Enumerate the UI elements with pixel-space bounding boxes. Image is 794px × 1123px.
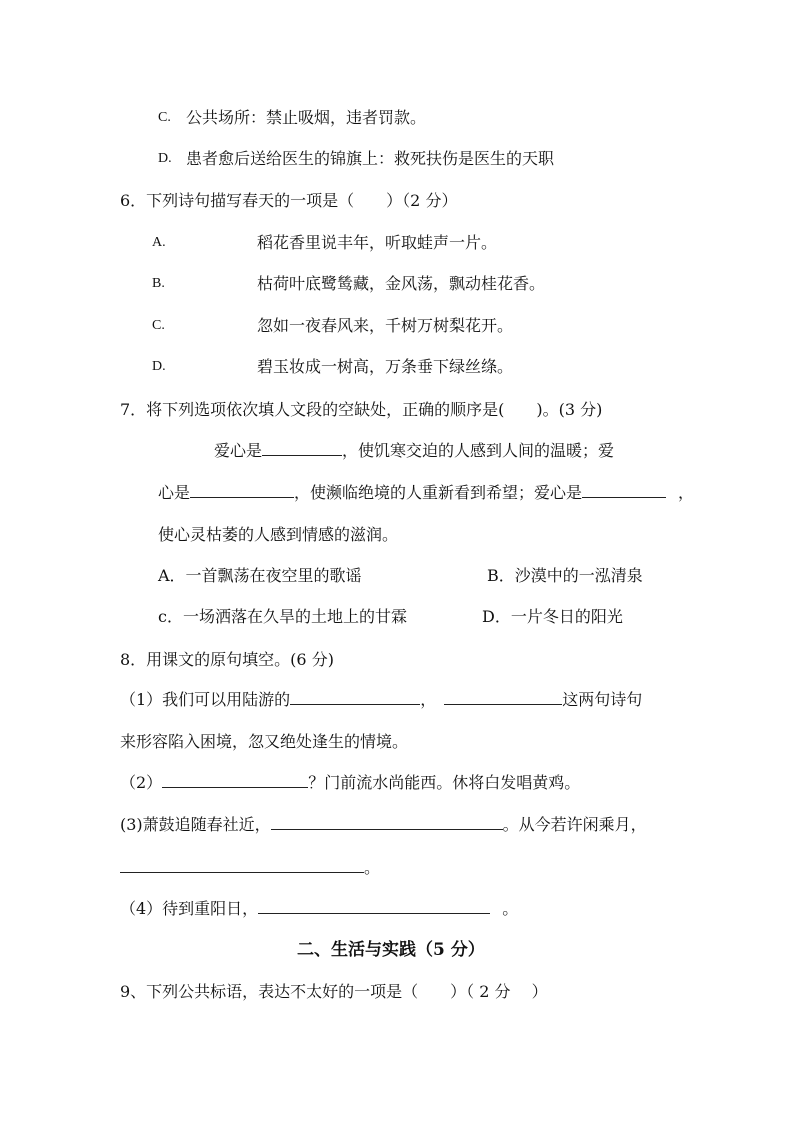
q7-option-d: D．一片冬日的阳光 <box>482 607 623 626</box>
q8-item-text: （4）待到重阳日， <box>120 899 259 918</box>
q7-passage-text: 心是 <box>158 483 191 502</box>
q8-item-1 <box>120 690 642 710</box>
q8-blank-2[interactable] <box>444 690 562 705</box>
q8-item-3 <box>120 815 647 835</box>
q7-option-b: B．沙漠中的一泓清泉 <box>487 566 643 585</box>
q6-option-b-letter: B. <box>152 276 165 291</box>
q6-option-a-letter: A. <box>152 235 166 250</box>
q8-item-text: (3)萧鼓追随春社近， <box>120 815 271 834</box>
q8-item-text: 。 <box>502 899 519 918</box>
q6-option-c-text: 忽如一夜春风来，千树万树梨花开。 <box>257 316 514 335</box>
q8-blank-5[interactable] <box>120 858 364 873</box>
q7-passage-line-2 <box>158 483 694 503</box>
q8-blank-6[interactable] <box>258 899 490 914</box>
q8-item-text: 。 <box>364 858 381 877</box>
q7-passage-text: ，使饥寒交迫的人感到人间的温暖；爱 <box>342 441 615 460</box>
question-7-stem: 7．将下列选项依次填人文段的空缺处，正确的顺序是( )。(3 分) <box>120 400 603 419</box>
q7-passage-text: ，使濒临绝境的人重新看到希望；爱心是 <box>294 483 583 502</box>
question-9-stem: 9、下列公共标语，表达不太好的一项是（ ）（ 2 分 ） <box>120 982 548 1001</box>
q6-option-a-text: 稻花香里说丰年，听取蛙声一片。 <box>257 233 498 252</box>
q8-blank-4[interactable] <box>271 815 503 830</box>
q7-option-c: c．一场洒落在久旱的土地上的甘霖 <box>158 607 407 626</box>
q5-option-d-letter: D. <box>158 151 172 166</box>
q8-blank-3[interactable] <box>162 773 308 788</box>
q8-item-2 <box>120 773 580 793</box>
q7-blank-3[interactable] <box>582 483 666 498</box>
q8-item-text: ， <box>420 690 437 709</box>
q8-item-text: （1）我们可以用陆游的 <box>120 690 291 709</box>
q8-item-4 <box>120 899 518 919</box>
q7-option-a: A．一首飘荡在夜空里的歌谣 <box>158 566 362 585</box>
q8-item-3-cont <box>120 858 380 878</box>
q8-item-text: （2） <box>120 773 163 792</box>
q7-passage-text: 爱心是 <box>214 441 263 460</box>
q8-item-text: 这两句诗句 <box>562 690 643 709</box>
q8-blank-1[interactable] <box>290 690 420 705</box>
q6-option-b-text: 枯荷叶底鹭鸶藏，金风荡，飘动桂花香。 <box>257 274 546 293</box>
q7-blank-2[interactable] <box>190 483 294 498</box>
q6-option-d-text: 碧玉妆成一树高，万条垂下绿丝绦。 <box>257 357 514 376</box>
section-title: 二、生活与实践（5 分） <box>297 940 485 960</box>
question-8-stem: 8．用课文的原句填空。(6 分) <box>120 650 334 669</box>
question-6-stem: 6．下列诗句描写春天的一项是（ ）（2 分） <box>120 191 458 210</box>
q8-item-text: ？门前流水尚能西。休将白发唱黄鸡。 <box>308 773 581 792</box>
q8-item-text: 。从今若许闲乘月， <box>502 815 647 834</box>
q5-option-c-text: 公共场所：禁止吸烟，违者罚款。 <box>186 108 427 127</box>
q5-option-d-text: 患者愈后送给医生的锦旗上：救死扶伤是医生的天职 <box>186 149 555 168</box>
q8-item-1-cont: 来形容陷入困境，忽又绝处逢生的情境。 <box>120 732 409 751</box>
q7-passage-line-3: 使心灵枯萎的人感到情感的滋润。 <box>158 525 399 544</box>
q7-passage-text: ， <box>678 483 695 502</box>
q7-passage-line-1 <box>214 441 614 461</box>
q6-option-c-letter: C. <box>152 318 165 333</box>
q6-option-d-letter: D. <box>152 359 166 374</box>
q7-blank-1[interactable] <box>262 441 342 456</box>
q5-option-c-letter: C. <box>158 110 171 125</box>
